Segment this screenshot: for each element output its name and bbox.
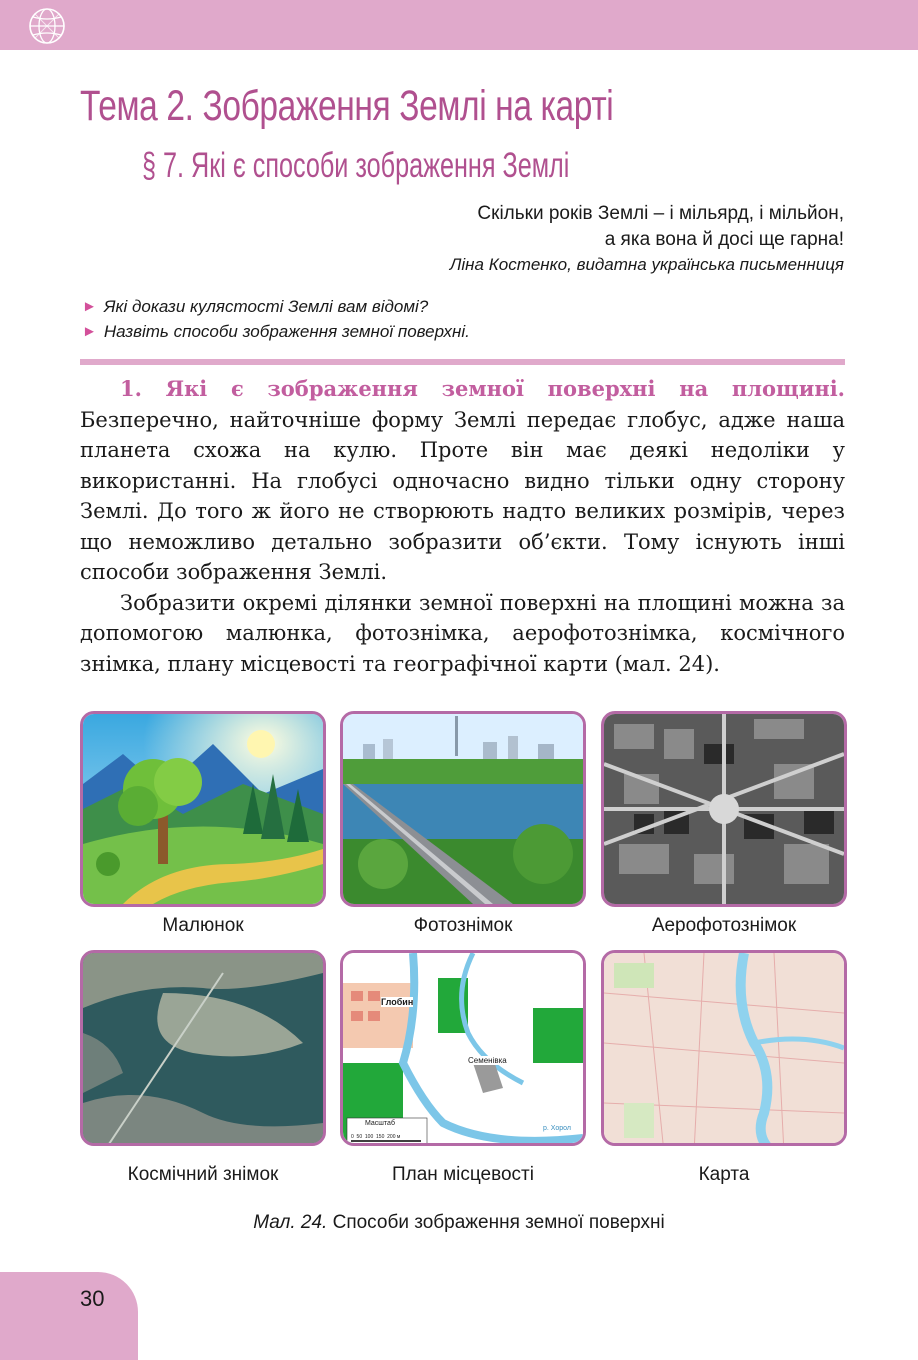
- section-heading: 1. Які є зображення земної поверхні на площині.: [120, 376, 845, 401]
- triangle-bullet-icon: ►: [82, 323, 97, 340]
- paragraph: Зобразити окремі ділянки земної поверхні на площині можна за допомогою малюнка, фотознімка, аерофотознімка, космічного знімка, плану місцевості та географічної карти (мал. 24).: [80, 590, 845, 676]
- photo-image: [340, 711, 586, 907]
- satellite-image: [80, 950, 326, 1146]
- top-banner: [0, 0, 918, 50]
- figure-caption-label: Фотознімок: [413, 915, 513, 936]
- paragraph-title: § 7. Які є способи зображення Землі: [142, 146, 570, 185]
- body-text: [80, 374, 845, 679]
- figure-caption-label: Карта: [698, 1164, 750, 1185]
- figure-caption-label: Малюнок: [162, 915, 244, 936]
- triangle-bullet-icon: ►: [82, 298, 97, 315]
- topic-title: Тема 2. Зображення Землі на карті: [80, 82, 614, 130]
- figure-caption-label: Космічний знімок: [127, 1164, 279, 1185]
- question-item: ► Які докази кулястості Землі вам відомі?: [82, 294, 470, 319]
- epigraph: [477, 201, 844, 253]
- figure-caption: [0, 1212, 918, 1234]
- map-image: [601, 950, 847, 1146]
- page-number-tab: [0, 1272, 138, 1360]
- figure-caption-label: Аерофотознімок: [651, 915, 797, 936]
- epigraph-line: Скільки років Землі – і мільярд, і мільйон,: [477, 203, 844, 224]
- plan-scale-ticks: 0 50 100 150 200 м: [351, 1134, 401, 1140]
- terrain-plan-image: [340, 950, 586, 1146]
- review-questions: [82, 294, 470, 344]
- divider: [80, 359, 845, 365]
- figure-number: Мал. 24.: [253, 1212, 328, 1233]
- drawing-image: [80, 711, 326, 907]
- plan-river-label: р. Хорол: [543, 1125, 571, 1132]
- aerial-photo-image: [601, 711, 847, 907]
- epigraph-author: Ліна Костенко, видатна українська письменниця: [449, 255, 844, 274]
- plan-town-label: Глобин: [381, 997, 414, 1007]
- question-item: ► Назвіть способи зображення земної поверхні.: [82, 319, 470, 344]
- plan-village-label: Семенівка: [468, 1056, 507, 1065]
- paragraph: 1. Які є зображення земної поверхні на площині. Безперечно, найточніше форму Землі передає глобус, адже наша планета схожа на кулю. Проте він має деякі недоліки у використанні. На глобусі одночасно видно тільки одну сторону Землі. До того ж його не створюють надто великих розмірів, через що неможливо детально зобразити об’єкти. Тому існують інші способи зображення Землі.: [80, 376, 845, 584]
- plan-scale-title: Масштаб: [365, 1120, 395, 1127]
- figure-caption-label: План місцевості: [392, 1164, 534, 1185]
- figure-caption-text: Способи зображення земної поверхні: [332, 1212, 665, 1233]
- page-number: 30: [80, 1286, 105, 1311]
- epigraph-line: а яка вона й досі ще гарна!: [604, 229, 844, 250]
- globe-icon: [27, 6, 67, 46]
